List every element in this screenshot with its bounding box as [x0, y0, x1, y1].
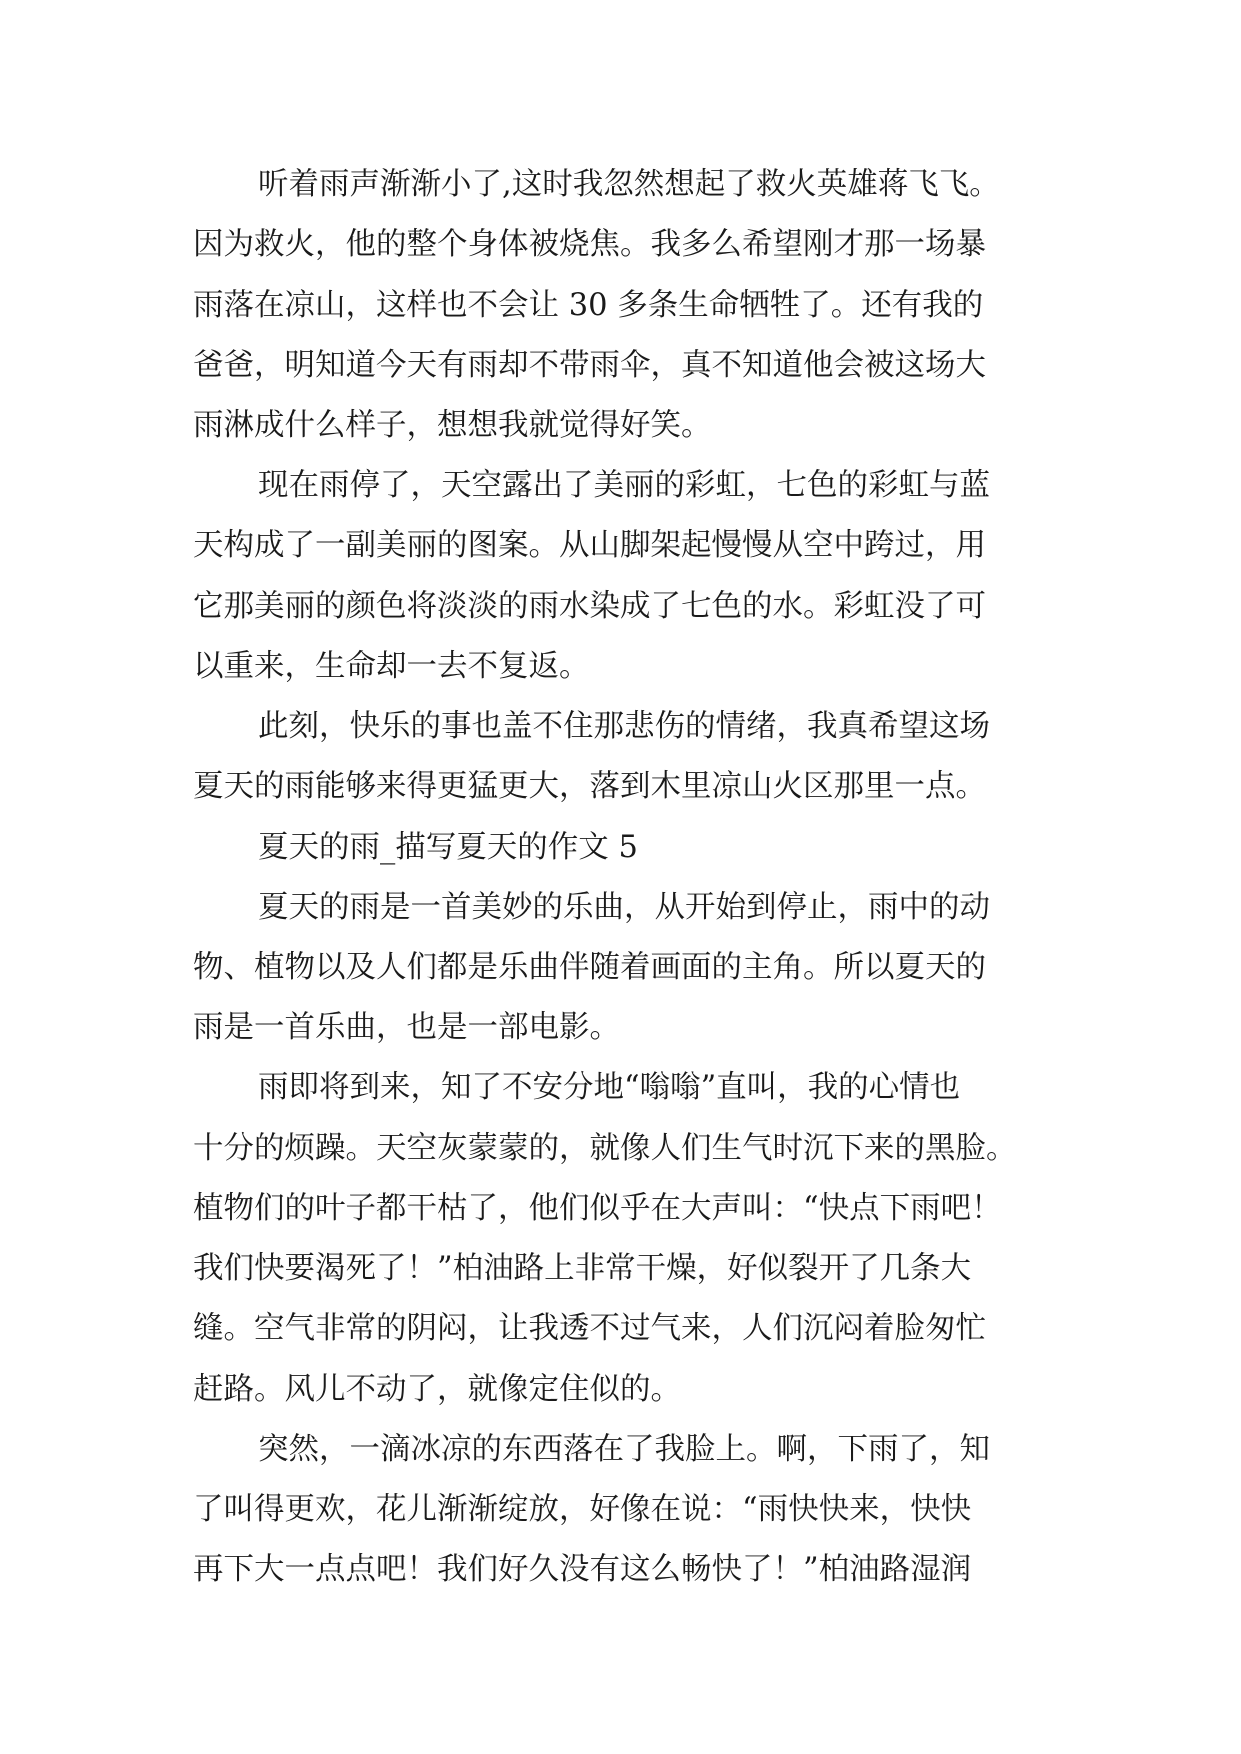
text-line: 雨落在凉山，这样也不会让 30 多条生命牺牲了。还有我的 [193, 288, 984, 323]
text-line: 物、植物以及人们都是乐曲伴随着画面的主角。所以夏天的 [193, 950, 986, 985]
text-line: 爸爸，明知道今天有雨却不带雨伞，真不知道他会被这场大 [193, 348, 986, 383]
text-line: 听着雨声渐渐小了,这时我忽然想起了救火英雄蒋飞飞。 [258, 167, 1000, 202]
text-line: 它那美丽的颜色将淡淡的雨水染成了七色的水。彩虹没了可 [193, 589, 986, 624]
text-line: 因为救火，他的整个身体被烧焦。我多么希望刚才那一场暴 [193, 227, 986, 262]
text-line: 十分的烦躁。天空灰蒙蒙的，就像人们生气时沉下来的黑脸。 [193, 1131, 1017, 1166]
text-line: 植物们的叶子都干枯了，他们似乎在大声叫：“快点下雨吧！ [193, 1191, 1002, 1226]
text-line: 我们快要渴死了！”柏油路上非常干燥，好似裂开了几条大 [193, 1251, 972, 1286]
text-line: 此刻，快乐的事也盖不住那悲伤的情绪，我真希望这场 [258, 709, 990, 744]
text-line: 了叫得更欢，花儿渐渐绽放，好像在说：“雨快快来，快快 [193, 1492, 972, 1527]
section-heading: 夏天的雨_描写夏天的作文 5 [258, 830, 638, 865]
text-line: 天构成了一副美丽的图案。从山脚架起慢慢从空中跨过，用 [193, 528, 986, 563]
text-line: 突然，一滴冰凉的东西落在了我脸上。啊，下雨了，知 [258, 1432, 990, 1467]
text-line: 再下大一点点吧！我们好久没有这么畅快了！”柏油路湿润 [193, 1552, 972, 1587]
text-line: 赶路。风儿不动了，就像定住似的。 [193, 1372, 681, 1407]
text-line: 夏天的雨能够来得更猛更大，落到木里凉山火区那里一点。 [193, 769, 986, 804]
text-line: 以重来，生命却一去不复返。 [193, 649, 590, 684]
text-line: 缝。空气非常的阴闷，让我透不过气来，人们沉闷着脸匆忙 [193, 1311, 986, 1346]
text-line: 雨是一首乐曲，也是一部电影。 [193, 1010, 620, 1045]
text-line: 现在雨停了，天空露出了美丽的彩虹，七色的彩虹与蓝 [258, 468, 990, 503]
text-line: 雨即将到来，知了不安分地“嗡嗡”直叫，我的心情也 [258, 1070, 961, 1105]
text-line: 夏天的雨是一首美妙的乐曲，从开始到停止，雨中的动 [258, 890, 990, 925]
text-line: 雨淋成什么样子，想想我就觉得好笑。 [193, 408, 712, 443]
